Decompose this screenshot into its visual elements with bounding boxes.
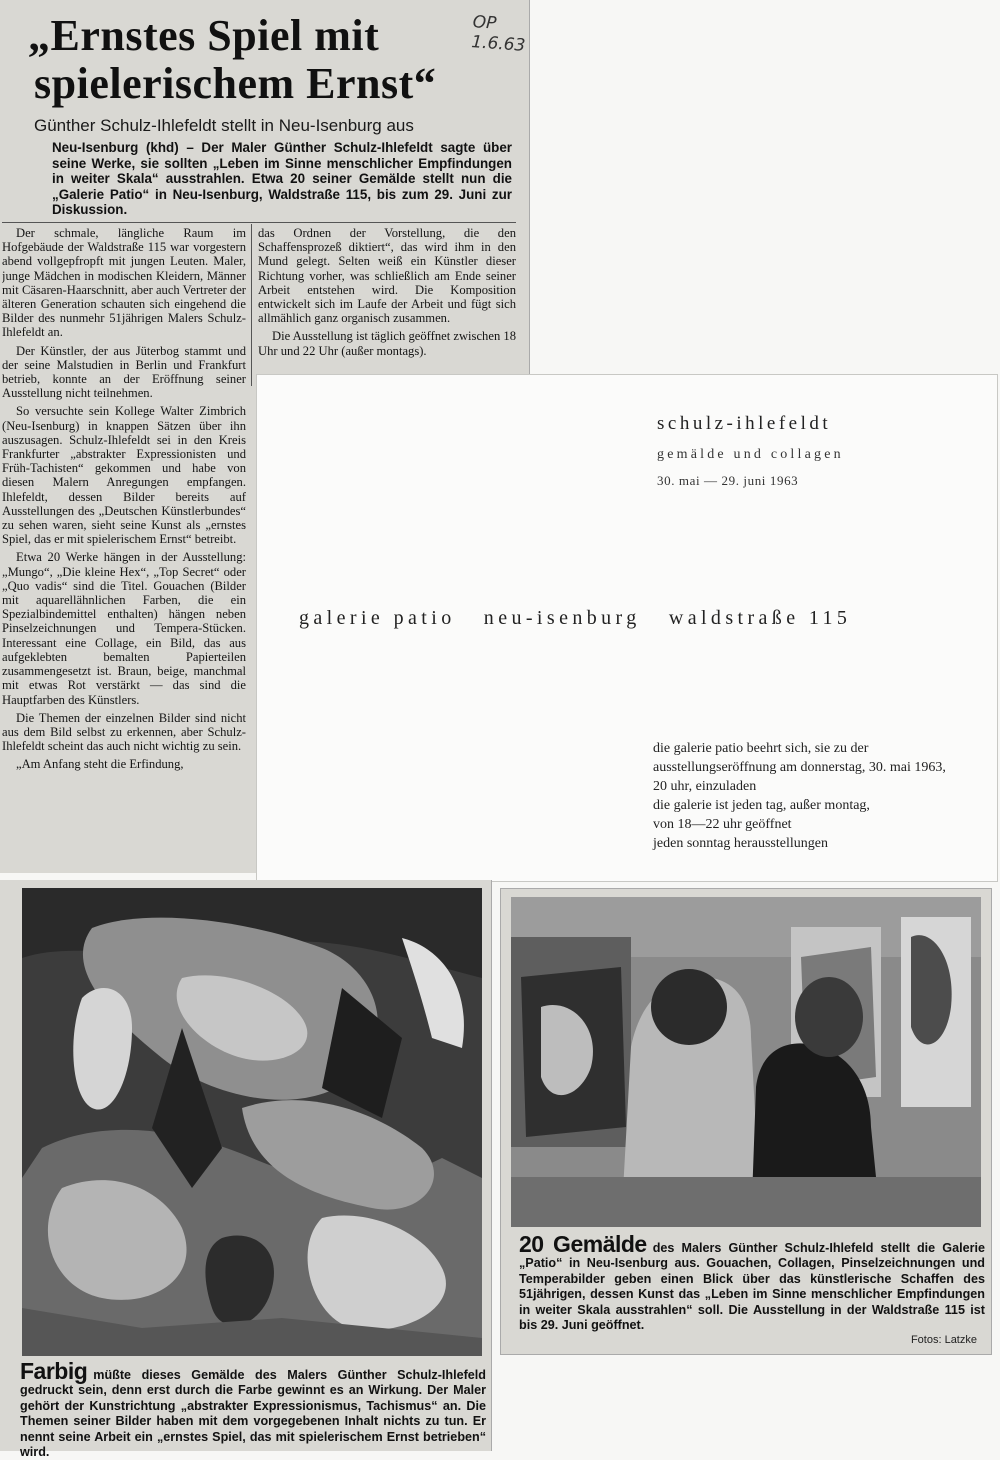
caption-lead: Farbig: [20, 1358, 88, 1384]
divider: [2, 222, 516, 223]
article-column-1: [2, 226, 246, 871]
caption-text: des Malers Günther Schulz-Ihlefeld stellt die Galerie „Patio“ in Neu-Isenburg aus. Gouachen, Collagen, Pinselzeichnungen und Temperabilder geben einen Blick über das künstlerische Schaffen des 51jährigen, dessen Kunst das „Leben im Sinne menschlicher Empfindungen in weiter Skala ausstrahlen“ soll. Die Ausstellung in der Waldstraße 115 ist bis 29. Juni geöffnet.: [519, 1241, 985, 1333]
visitors-viewing-paintings-image: [511, 897, 981, 1227]
paragraph: So versuchte sein Kollege Walter Zimbrich (Neu-Isenburg) in knappen Sätzen über ihn auszusagen. Schulz-Ihlefeldt sei in den Kreis Frankfurter „abstrakter Expressionisten und Früh-Tachisten“ gekommen und habe von diesen Malern Anregungen empfangen. Ihlefeldt, dessen Bilder bereits auf Ausstellungen des „Deutschen Künstlerbundes“ zu sehen waren, sieht seine Kunst als „ernstes Spiel, das er mit spielerischem Ernst“ betreibt.: [2, 404, 246, 547]
exhibition-photo-clipping: [500, 888, 992, 1355]
headline-line-2: spielerischem Ernst“: [34, 59, 437, 108]
caption-text: müßte dieses Gemälde des Malers Günther Schulz-Ihlefeld gedruckt sein, denn erst durch die Farbe gewinnt es an Wirkung. Der Maler gehört der Kunstrichtung „abstrakter Expressionismus, Tachismus“ an. Die Themen seiner Bilder haben mit dem vorgegebenen Inhalt nichts zu tun. Er nennt seine Arbeit ein „ernstes Spiel, das mit spielerischem Ernst betrieben“ wird.: [20, 1368, 486, 1460]
invitation-card: [256, 374, 998, 882]
caption-lead: 20 Gemälde: [519, 1231, 647, 1257]
paragraph: „Am Anfang steht die Erfindung,: [16, 757, 184, 772]
paragraph: das Ordnen der Vorstellung, die den Schaffensprozeß diktiert“, das wird ihm in den Mund gelegt. Selten weiß ein Künstler dieser Richtung vorher, was schließlich am Ende seiner Arbeit entstehen wird. Die Komposition entwickelt sich im Laufe der Arbeit und fügt sich allmählich ganz organisch zusammen.: [258, 226, 516, 326]
headline-line-1: „Ernstes Spiel mit: [28, 11, 380, 60]
paragraph: Der schmale, längliche Raum im Hofgebäude der Waldstraße 115 war vorgestern abend vollgepfropft mit jungen Leuten. Maler, junge Mädchen in modischen Kleidern, Männer mit Cäsaren-Haarschnitt, aber auch Vertreter der älteren Generation schauten sich eingehend die Bilder des nunmehr 51jährigen Malers Schulz-Ihlefeldt an.: [2, 226, 246, 340]
exhibition-caption: [519, 1231, 985, 1333]
invitation-line: ausstellungseröffnung am donnerstag, 30. mai 1963,: [653, 760, 946, 775]
invitation-line: 20 uhr, einzuladen: [653, 779, 757, 794]
paragraph: Die Ausstellung ist täglich geöffnet zwischen 18 Uhr und 22 Uhr (außer montags).: [258, 329, 516, 358]
painting-photo-clipping: [0, 880, 492, 1460]
article-column-2: [258, 226, 516, 386]
invitation-gallery-address: galerie patio neu-isenburg waldstraße 115: [299, 607, 852, 629]
invitation-subtitle: gemälde und collagen: [657, 447, 844, 462]
paragraph: Etwa 20 Werke hängen in der Ausstellung: „Mungo“, „Die kleine Hex“, „Top Secret“ oder „Quo vadis“ sind die Titel. Gouachen (Bilder mit aquarellähnlichen Farben, die ein Spezialbindemittel enthalten) hängen neben Pinselzeichnungen und Tempera-Stücken. Interessant eine Collage, ein Bild, das aus aufgeklebten bemalten Papierteilen zusammengesetzt ist. Braun, beige, manchmal mit etwas Rot verstärkt — das sind die Hauptfarben des Künstlers.: [2, 550, 246, 707]
photo-credit: Fotos: Latzke: [910, 1334, 977, 1346]
article-subheadline: Günther Schulz-Ihlefeldt stellt in Neu-Isenburg aus: [34, 116, 414, 135]
article-lead: Neu-Isenburg (khd) – Der Maler Günther Schulz-Ihlefeldt sagte über seine Werke, sie sollten „Leben im Sinne menschlicher Empfindungen in weiter Skala“ ausstrahlen. Etwa 20 seiner Gemälde stellt nun die „Galerie Patio“ in Neu-Isenburg, Waldstraße 115, bis zum 29. Juni zur Diskussion.: [52, 140, 512, 218]
abstract-painting-image: [22, 888, 482, 1356]
invitation-line: jeden sonntag herausstellungen: [653, 836, 828, 851]
article-headline: [28, 12, 498, 108]
painting-caption: [20, 1358, 486, 1460]
invitation-dates: 30. mai — 29. juni 1963: [657, 473, 799, 488]
column-divider: [251, 224, 252, 386]
paragraph: Der Künstler, der aus Jüterbog stammt und der seine Malstudien in Berlin und Frankfurt betrieb, konnte an der Eröffnung seiner Ausstellung nicht teilnehmen.: [2, 343, 246, 401]
painting-photo: [22, 888, 482, 1356]
invitation-body: [653, 739, 993, 853]
invitation-line: die galerie patio beehrt sich, sie zu der: [653, 741, 869, 756]
invitation-line: von 18—22 uhr geöffnet: [653, 817, 792, 832]
exhibition-photo: [511, 897, 981, 1227]
handwritten-note: [471, 12, 528, 56]
invitation-line: die galerie ist jeden tag, außer montag,: [653, 798, 870, 813]
handwritten-note-source: OP: [472, 12, 498, 34]
invitation-artist: schulz-ihlefeldt: [657, 413, 832, 434]
handwritten-note-date: 1.6.63: [470, 32, 527, 56]
paragraph: Die Themen der einzelnen Bilder sind nicht aus dem Bild selbst zu erkennen, aber Schulz-Ihlefeldt scheint das auch nicht wichtig zu sein.: [2, 710, 246, 754]
